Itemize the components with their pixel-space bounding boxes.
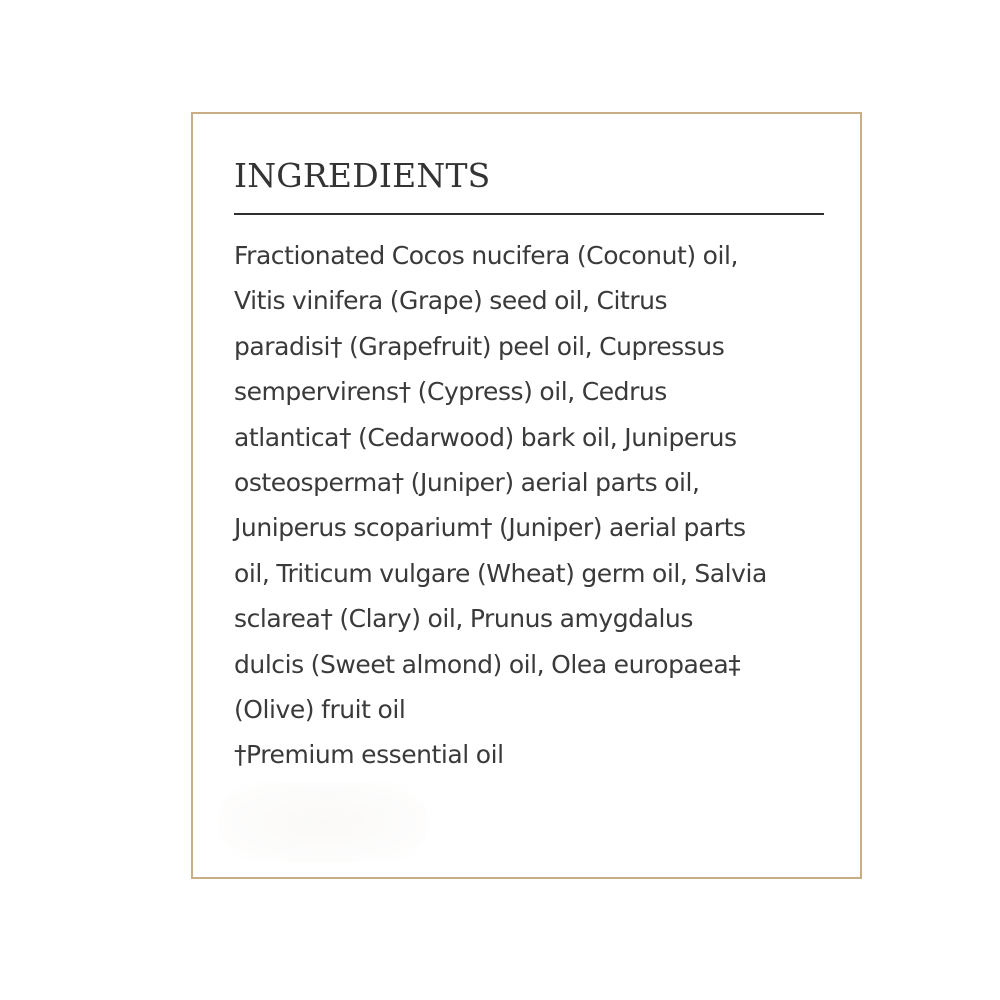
ingredients-line: osteosperma† (Juniper) aerial parts oil, <box>234 468 700 498</box>
ingredients-line: oil, Triticum vulgare (Wheat) germ oil, Salvia <box>234 558 767 588</box>
ingredients-line: Juniperus scoparium† (Juniper) aerial parts <box>234 513 746 543</box>
ingredients-line: sempervirens† (Cypress) oil, Cedrus <box>234 377 667 407</box>
ingredients-list <box>234 233 834 778</box>
ingredients-line: atlantica† (Cedarwood) bark oil, Juniperus <box>234 422 737 452</box>
ingredients-line: Vitis vinifera (Grape) seed oil, Citrus <box>234 286 668 316</box>
title-divider <box>234 213 824 215</box>
ingredients-line: dulcis (Sweet almond) oil, Olea europaea‡ <box>234 649 741 679</box>
ingredients-line: Fractionated Cocos nucifera (Coconut) oil, <box>234 241 738 270</box>
ingredients-title: INGREDIENTS <box>234 156 491 195</box>
ingredients-card <box>191 112 862 879</box>
footnote: †Premium essential oil <box>234 740 504 770</box>
faint-smudge <box>218 782 428 862</box>
ingredients-line: paradisi† (Grapefruit) peel oil, Cupressus <box>234 331 725 361</box>
ingredients-line: (Olive) fruit oil <box>234 695 406 725</box>
ingredients-line: sclarea† (Clary) oil, Prunus amygdalus <box>234 604 693 634</box>
